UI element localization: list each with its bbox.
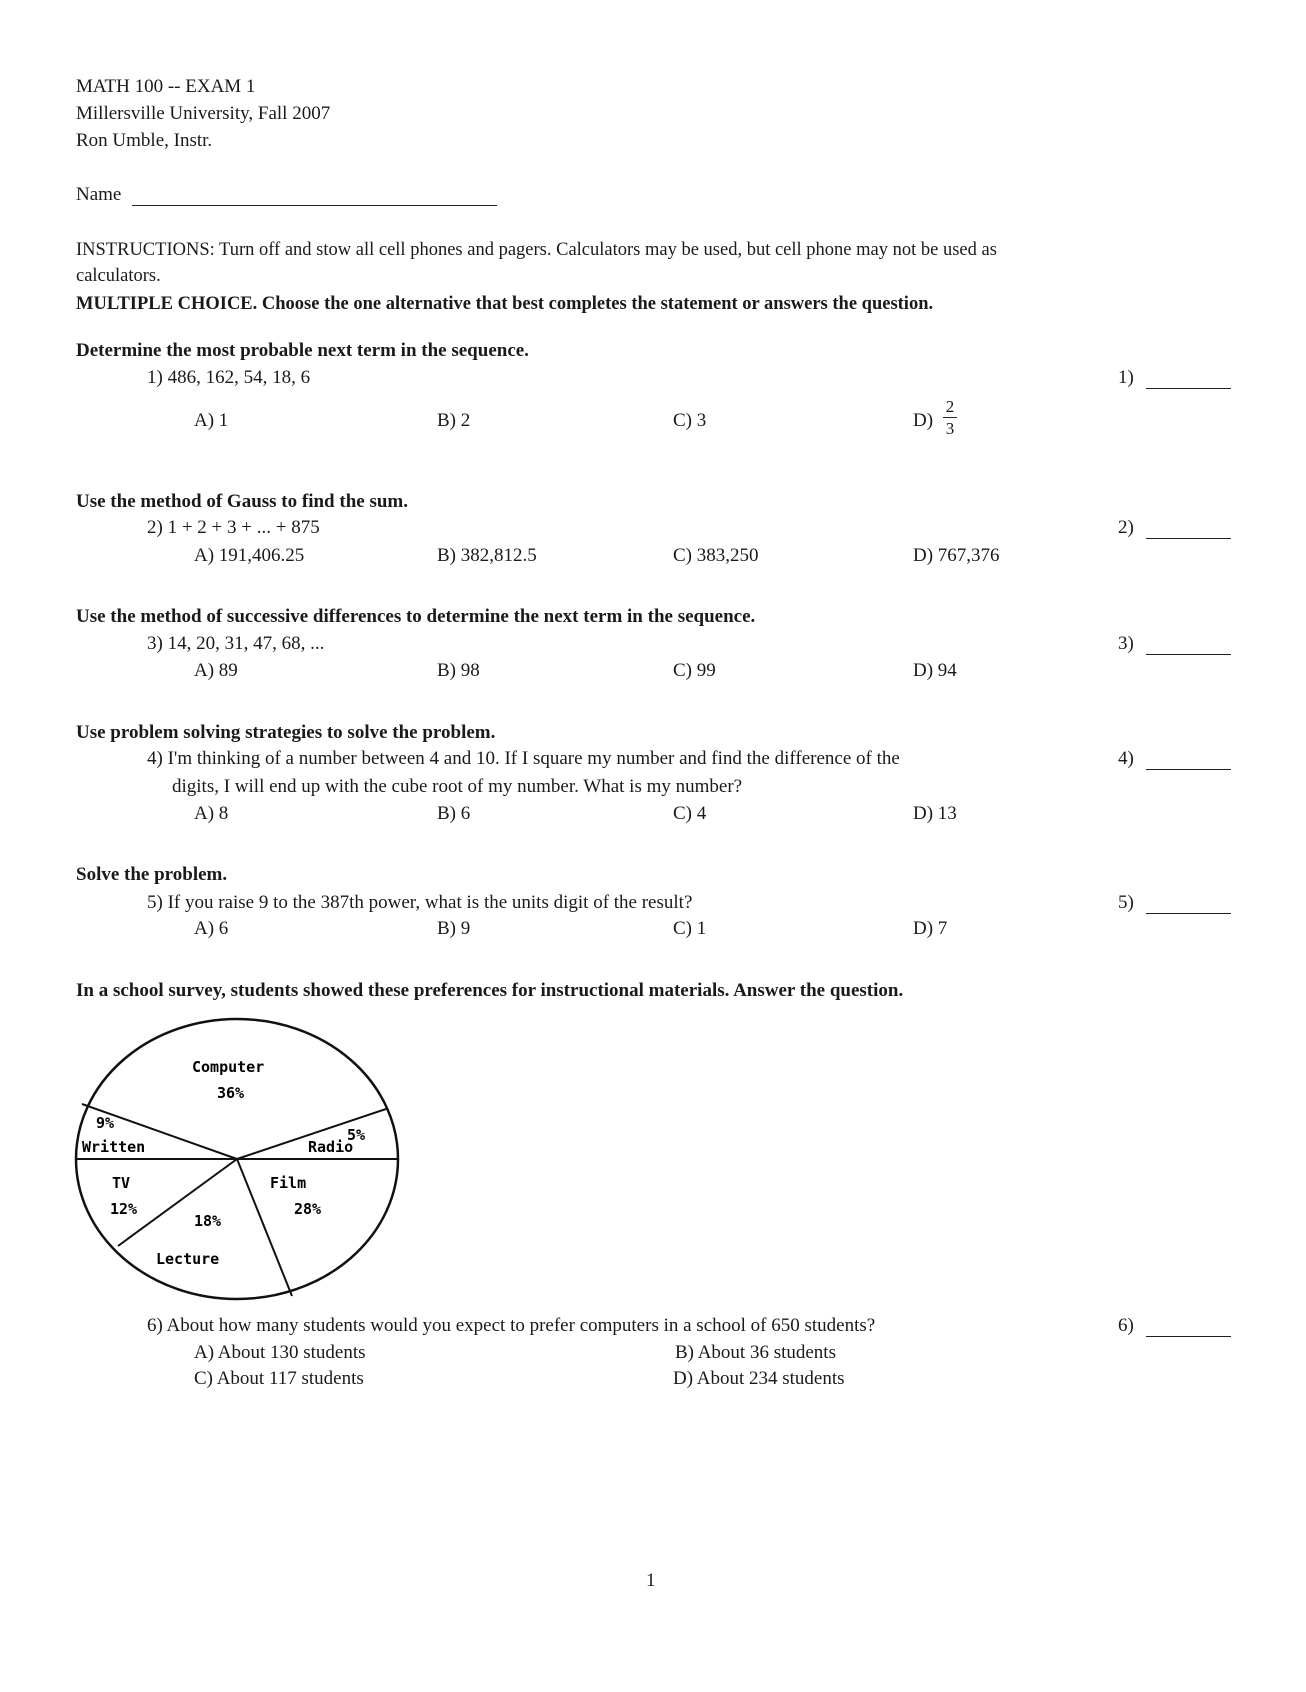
option-2b[interactable]: B) 382,812.5 <box>437 545 537 566</box>
pie-pct-computer: 36% <box>217 1084 245 1102</box>
pie-label-tv: TV <box>112 1174 131 1192</box>
option-4c[interactable]: C) 4 <box>673 803 707 824</box>
pie-pct-written: 9% <box>96 1114 115 1132</box>
section-heading-6: In a school survey, students showed these preferences for instructional materials. Answer the question. <box>76 980 904 1001</box>
pie-label-computer: Computer <box>192 1058 265 1076</box>
option-1a[interactable]: A) 1 <box>194 410 229 431</box>
fraction-denominator: 3 <box>945 419 955 438</box>
fraction-two-thirds <box>943 398 957 437</box>
option-3d[interactable]: D) 94 <box>913 660 957 681</box>
pie-pct-film: 28% <box>294 1200 322 1218</box>
pie-chart <box>70 1010 410 1310</box>
answer-blank-3[interactable] <box>1146 654 1231 655</box>
option-5c[interactable]: C) 1 <box>673 918 707 939</box>
option-6b[interactable]: B) About 36 students <box>675 1342 836 1363</box>
option-3a[interactable]: A) 89 <box>194 660 238 681</box>
option-4a[interactable]: A) 8 <box>194 803 229 824</box>
section-heading-5: Solve the problem. <box>76 864 228 885</box>
option-4b[interactable]: B) 6 <box>437 803 471 824</box>
option-1d[interactable]: D) <box>913 410 934 431</box>
pie-label-lecture: Lecture <box>156 1250 220 1268</box>
answer-blank-6[interactable] <box>1146 1336 1231 1337</box>
name-field[interactable] <box>132 205 497 206</box>
answer-blank-2[interactable] <box>1146 538 1231 539</box>
exam-title: MATH 100 -- EXAM 1 <box>76 76 256 97</box>
option-5b[interactable]: B) 9 <box>437 918 471 939</box>
option-3c[interactable]: C) 99 <box>673 660 716 681</box>
option-3b[interactable]: B) 98 <box>437 660 480 681</box>
answer-number-2: 2) <box>1118 517 1134 538</box>
university-line: Millersville University, Fall 2007 <box>76 103 331 124</box>
section-heading-3: Use the method of successive differences to determine the next term in the sequence. <box>76 606 756 627</box>
option-2c[interactable]: C) 383,250 <box>673 545 759 566</box>
answer-blank-1[interactable] <box>1146 388 1231 389</box>
option-6d[interactable]: D) About 234 students <box>673 1368 845 1389</box>
question-6: 6) About how many students would you expect to prefer computers in a school of 650 students? <box>147 1315 876 1336</box>
question-5: 5) If you raise 9 to the 387th power, what is the units digit of the result? <box>147 892 693 913</box>
page-number: 1 <box>646 1570 656 1591</box>
pie-pct-tv: 12% <box>110 1200 138 1218</box>
question-4-continued: digits, I will end up with the cube root of my number. What is my number? <box>172 776 743 797</box>
answer-number-1: 1) <box>1118 367 1134 388</box>
option-2d[interactable]: D) 767,376 <box>913 545 1000 566</box>
option-4d[interactable]: D) 13 <box>913 803 957 824</box>
section-heading-4: Use problem solving strategies to solve the problem. <box>76 722 496 743</box>
instructions-line-2: calculators. <box>76 266 161 286</box>
question-4: 4) I'm thinking of a number between 4 and 10. If I square my number and find the difference of the <box>147 748 900 769</box>
instructor-line: Ron Umble, Instr. <box>76 130 213 151</box>
name-label: Name <box>76 184 122 205</box>
answer-blank-5[interactable] <box>1146 913 1231 914</box>
fraction-numerator: 2 <box>945 397 955 416</box>
option-5d[interactable]: D) 7 <box>913 918 948 939</box>
question-3: 3) 14, 20, 31, 47, 68, ... <box>147 633 325 654</box>
question-1: 1) 486, 162, 54, 18, 6 <box>147 367 311 388</box>
section-heading-2: Use the method of Gauss to find the sum. <box>76 491 408 512</box>
option-5a[interactable]: A) 6 <box>194 918 229 939</box>
pie-label-written: Written <box>82 1138 146 1156</box>
pie-pct-radio: 5% <box>347 1126 366 1144</box>
answer-number-3: 3) <box>1118 633 1134 654</box>
pie-pct-lecture: 18% <box>194 1212 222 1230</box>
option-6a[interactable]: A) About 130 students <box>194 1342 366 1363</box>
option-1b[interactable]: B) 2 <box>437 410 471 431</box>
answer-number-6: 6) <box>1118 1315 1134 1336</box>
pie-label-radio: Radio <box>308 1138 354 1156</box>
multiple-choice-heading: MULTIPLE CHOICE. Choose the one alternative that best completes the statement or answers the question. <box>76 294 934 314</box>
question-2: 2) 1 + 2 + 3 + ... + 875 <box>147 517 320 538</box>
section-heading-1: Determine the most probable next term in the sequence. <box>76 340 529 361</box>
option-6c[interactable]: C) About 117 students <box>194 1368 364 1389</box>
answer-number-5: 5) <box>1118 892 1134 913</box>
answer-blank-4[interactable] <box>1146 769 1231 770</box>
pie-label-film: Film <box>270 1174 307 1192</box>
option-1c[interactable]: C) 3 <box>673 410 707 431</box>
option-2a[interactable]: A) 191,406.25 <box>194 545 305 566</box>
instructions-line-1: INSTRUCTIONS: Turn off and stow all cell phones and pagers. Calculators may be used, but cell phone may not be used as <box>76 240 997 260</box>
answer-number-4: 4) <box>1118 748 1134 769</box>
